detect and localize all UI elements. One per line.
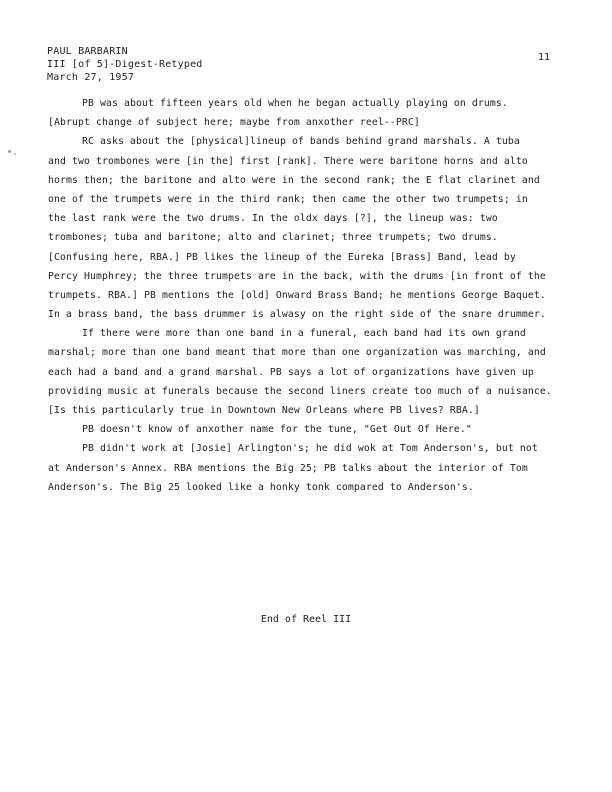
text-line: each had a band and a grand marshal. PB says a lot of organizations have given up — [48, 366, 534, 378]
text-line: [Confusing here, RBA.] PB likes the lineup of the Eureka [Brass] Band, lead by — [48, 251, 516, 263]
text-line: and two trombones were [in the] first [rank]. There were baritone horns and alto — [48, 155, 528, 167]
text-line: RC asks about the [physical]lineup of bands behind grand marshals. A tuba — [82, 136, 520, 148]
text-line: trombones; tuba and baritone; alto and clarinet; three trumpets; two drums. — [48, 232, 498, 244]
text-line: PB was about fifteen years old when he began actually playing on drums. — [82, 98, 508, 109]
page-number: 11 — [537, 52, 550, 63]
text-line: providing music at funerals because the second liners create too much of a nuisance. — [48, 385, 552, 397]
text-line: Anderson's. The Big 25 looked like a honky tonk compared to Anderson's. — [48, 481, 474, 493]
text-line: marshal; more than one band meant that more than one organization was marching, and — [48, 347, 546, 359]
end-of-reel: End of Reel III — [260, 614, 352, 625]
text-line: the last rank were the two drums. In the oldx days [?], the lineup was: two — [48, 213, 498, 225]
text-line: one of the trumpets were in the third rank; then came the other two trumpets; in — [48, 193, 528, 205]
transcript-body — [48, 94, 558, 497]
scan-speck — [8, 150, 11, 153]
scan-speck — [14, 153, 16, 155]
header-date: March 27, 1957 — [47, 72, 135, 83]
text-line: Percy Humphrey; the three trumpets are in the back, with the drums [in front of the — [48, 270, 546, 282]
text-line: [Is this particularly true in Downtown New Orleans where PB lives? RBA.] — [48, 405, 480, 416]
text-line: [Abrupt change of subject here; maybe from anxother reel--PRC] — [48, 117, 420, 129]
text-line: at Anderson's Annex. RBA mentions the Big 25; PB talks about the interior of Tom — [48, 462, 528, 474]
text-line: PB didn't work at [Josie] Arlington's; he did wok at Tom Anderson's, but not — [82, 443, 538, 455]
text-line: horms then; the baritone and alto were in the second rank; the E flat clarinet and — [48, 174, 540, 186]
text-line: PB doesn't know of anxother name for the tune, "Get Out Of Here." — [82, 424, 472, 436]
header-name: PAUL BARBARIN — [47, 46, 128, 57]
text-line: trumpets. RBA.] PB mentions the [old] Onward Brass Band; he mentions George Baquet. — [48, 289, 546, 301]
header-reel: III [of 5]-Digest-Retyped — [47, 59, 203, 70]
text-line: If there were more than one band in a funeral, each band had its own grand — [82, 328, 526, 340]
text-line: In a brass band, the bass drummer is alwasy on the right side of the snare drummer. — [48, 309, 546, 321]
